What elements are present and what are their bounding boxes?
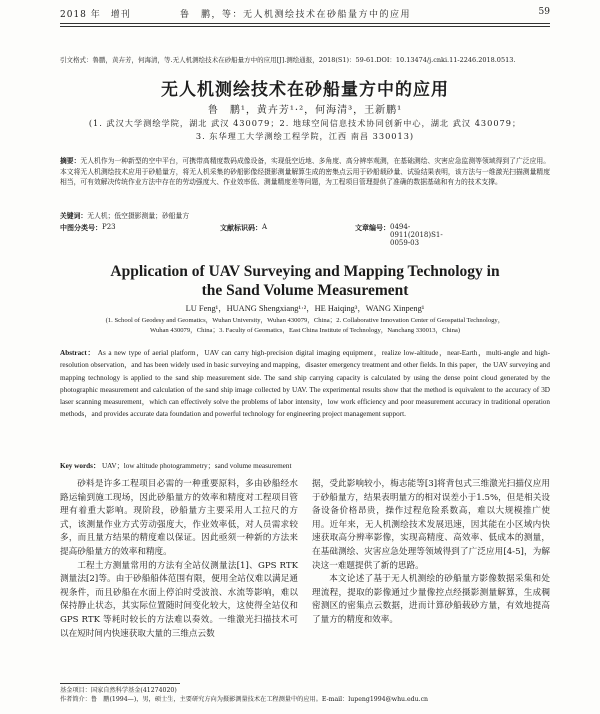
footnote-author-bio: 作者简介：鲁 鹏(1994—)，男，硕士生，主要研究方向为摄影测量技术在工程测量中的应用。E-mail：lupeng1994@whu.edu.cn (60, 696, 429, 703)
zh-affiliations (60, 117, 550, 143)
body-paragraph: 据，受此影响较小，梅志能等[3]将背包式三维激光扫描仪应用于砂船量方，结果表明量方的相对误差小于1.5%，但是相关设备设备价格昂贵，操作过程危险系数高，难以大规模推广使用。近年来，无人机测绘技术发展迅速，因其能在小区域内快速获取高分辨率影像，实现高精度、高效率、低成本的测量，在基础测绘、灾害应急处理等领域得到了广泛应用[4-5]，为解决这一难题提供了新的思路。 (312, 479, 550, 571)
header-page-number: 59 (538, 7, 550, 17)
en-abstract (60, 347, 550, 421)
en-title (60, 262, 550, 300)
header-running-title: 鲁 鹏，等：无人机测绘技术在砂船量方中的应用 (180, 10, 412, 20)
body-column-right (312, 478, 550, 628)
zh-authors: 鲁 鹏¹，黄卉芳¹·²，何海清³，王新鹏¹ (207, 105, 403, 116)
body-paragraph: 工程土方测量常用的方法有全站仪测量法[1]、GPS RTK 测量法[2]等。由于砂船船体范围有限，便用全站仪难以满足通视条件，而且砂船在水面上停泊时受波浪、水流等影响，难以保持静止状态，其实际位置随时间变化较大，这使得全站仪和 GPS RTK 等耗时较长的方法难以奏效。一维激光扫描技术可以在短时间内快速获取大量的三维点云数 (60, 560, 298, 639)
clc-label: 中图分类号： (60, 223, 102, 232)
zh-abstract-label: 摘要： (60, 157, 81, 165)
zh-affiliation-line: (1. 武汉大学测绘学院，湖北 武汉 430079；2. 地球空间信息技术协同创新中心，湖北 武汉 430079； (88, 118, 522, 128)
body-column-left (60, 478, 298, 641)
en-keywords (60, 461, 550, 471)
doc-code-label: 文献标识码： (220, 223, 262, 232)
running-header (60, 6, 550, 22)
en-keywords-text: UAV；low altitude photogrammetry；sand volume measurement (101, 462, 292, 470)
en-affiliation-line: Wuhan 430079，China；3. Faculty of Geomatics，East China Institute of Technology，Nanchang 330013，China) (149, 327, 461, 334)
footnote-rule (60, 683, 180, 684)
header-rule-thin (60, 26, 550, 27)
en-title-line: the Sand Volume Measurement (201, 282, 409, 299)
zh-abstract (60, 156, 550, 188)
en-affiliation-line: (1. School of Geodesy and Geomatics，Wuhan University，Wuhan 430079，China；2. Collaborative Innovation Center of Geospatial Technology， (105, 317, 505, 324)
zh-keywords (60, 210, 550, 220)
en-keywords-label: Key words： (60, 462, 101, 470)
en-title-line: Application of UAV Surveying and Mapping Technology in (110, 263, 500, 280)
en-affiliations (60, 316, 550, 336)
zh-affiliation-line: 3. 东华理工大学测绘工程学院，江西 南昌 330013) (195, 131, 415, 141)
citation-format: 引文格式：鲁鹏，黄卉芳，何海清，等.无人机测绘技术在砂船量方中的应用[J].测绘通报，2018(S1)：59-61.DOI：10.13474/j.cnki.11-2246.2018.0513. (60, 56, 516, 64)
header-rule-thick (60, 23, 550, 24)
doc-code-value: A (262, 223, 268, 231)
body-paragraph: 砂料是许多工程项目必需的一种重要原料，多由砂船经水路运输到施工现场，因此砂船量方的效率和精度对工程项目管理有着重大影响。现阶段，砂船量方主要采用人工拉尺的方式，该测量作业方式劳动强度大，作业效率低，对人员需求较多，而且量方结果的精度难以保证。因此亟须一种新的方法来提高砂船量方的效率和精度。 (60, 479, 298, 557)
article-no-label: 文章编号： (355, 223, 390, 232)
header-year-issue: 2018 年 增刊 (60, 10, 131, 20)
clc-value: P23 (102, 223, 116, 231)
zh-keywords-label: 关键词： (60, 212, 88, 220)
footnote (60, 686, 550, 704)
zh-keywords-text: 无人机；低空摄影测量；砂船量方 (87, 212, 190, 220)
body-paragraph: 本文论述了基于无人机测绘的砂船量方影像数据采集和处理流程，提取的影像通过少量像控点经摄影测量解算，生成稠密测区的密集点云数据，进而计算砂船载砂方量，有效地提高了量方的精度和效率。 (312, 574, 550, 625)
zh-title: 无人机测绘技术在砂船量方中的应用 (161, 80, 449, 100)
footnote-funding: 基金项目：国家自然科学基金(41274020) (60, 687, 177, 694)
en-abstract-text: As a new type of aerial platform，UAV can carry high-precision digital imaging equipment，realize low-altitude，near-Earth，multi-angle and high-resolution observation，and has been widely used in basic surveying and mapping，disaster emergency treatment and other fields. In this paper，the UAV surveying and mapping technology is applied to the sand ship measurement side. The sand ship carrying capacity is calculated by using the dense point cloud generated by the photographic measurement and calculation of the sand ship image collected by UAV. The experimental results show that the method is equivalent to the accuracy of 3D laser scanning measurement，which can effectively solve the problems of labor intensity，low work efficiency and poor measurement accuracy in traditional operation methods，and provides accurate data foundation and powerful technology for engineering project management support. (60, 349, 550, 419)
article-no-value: 0494-0911(2018)S1-0059-03 (390, 223, 443, 247)
zh-abstract-text: 无人机作为一种新型的空中平台，可携带高精度数码成像设备，实现低空近地、多角度、高分辨率观测，在基础测绘、灾害应急监测等领域得到了广泛应用。本文将无人机测绘技术应用于砂船量方，将无人机采集的砂船影像经摄影测量解算生成的密集点云用于砂船载砂量、试验结果表明，该方法与一维激光扫描测量精度相当，可有效解决传统作业方法中存在的劳动强度大、作业效率低、测量精度差等问题，为工程项目管理提供了准确的数据基础和有力的技术支撑。 (60, 157, 551, 187)
en-abstract-label: Abstract： (60, 349, 96, 357)
en-authors: LU Feng¹，HUANG Shengxiang¹·²，HE Haiqing³，WANG Xinpeng¹ (185, 304, 425, 313)
